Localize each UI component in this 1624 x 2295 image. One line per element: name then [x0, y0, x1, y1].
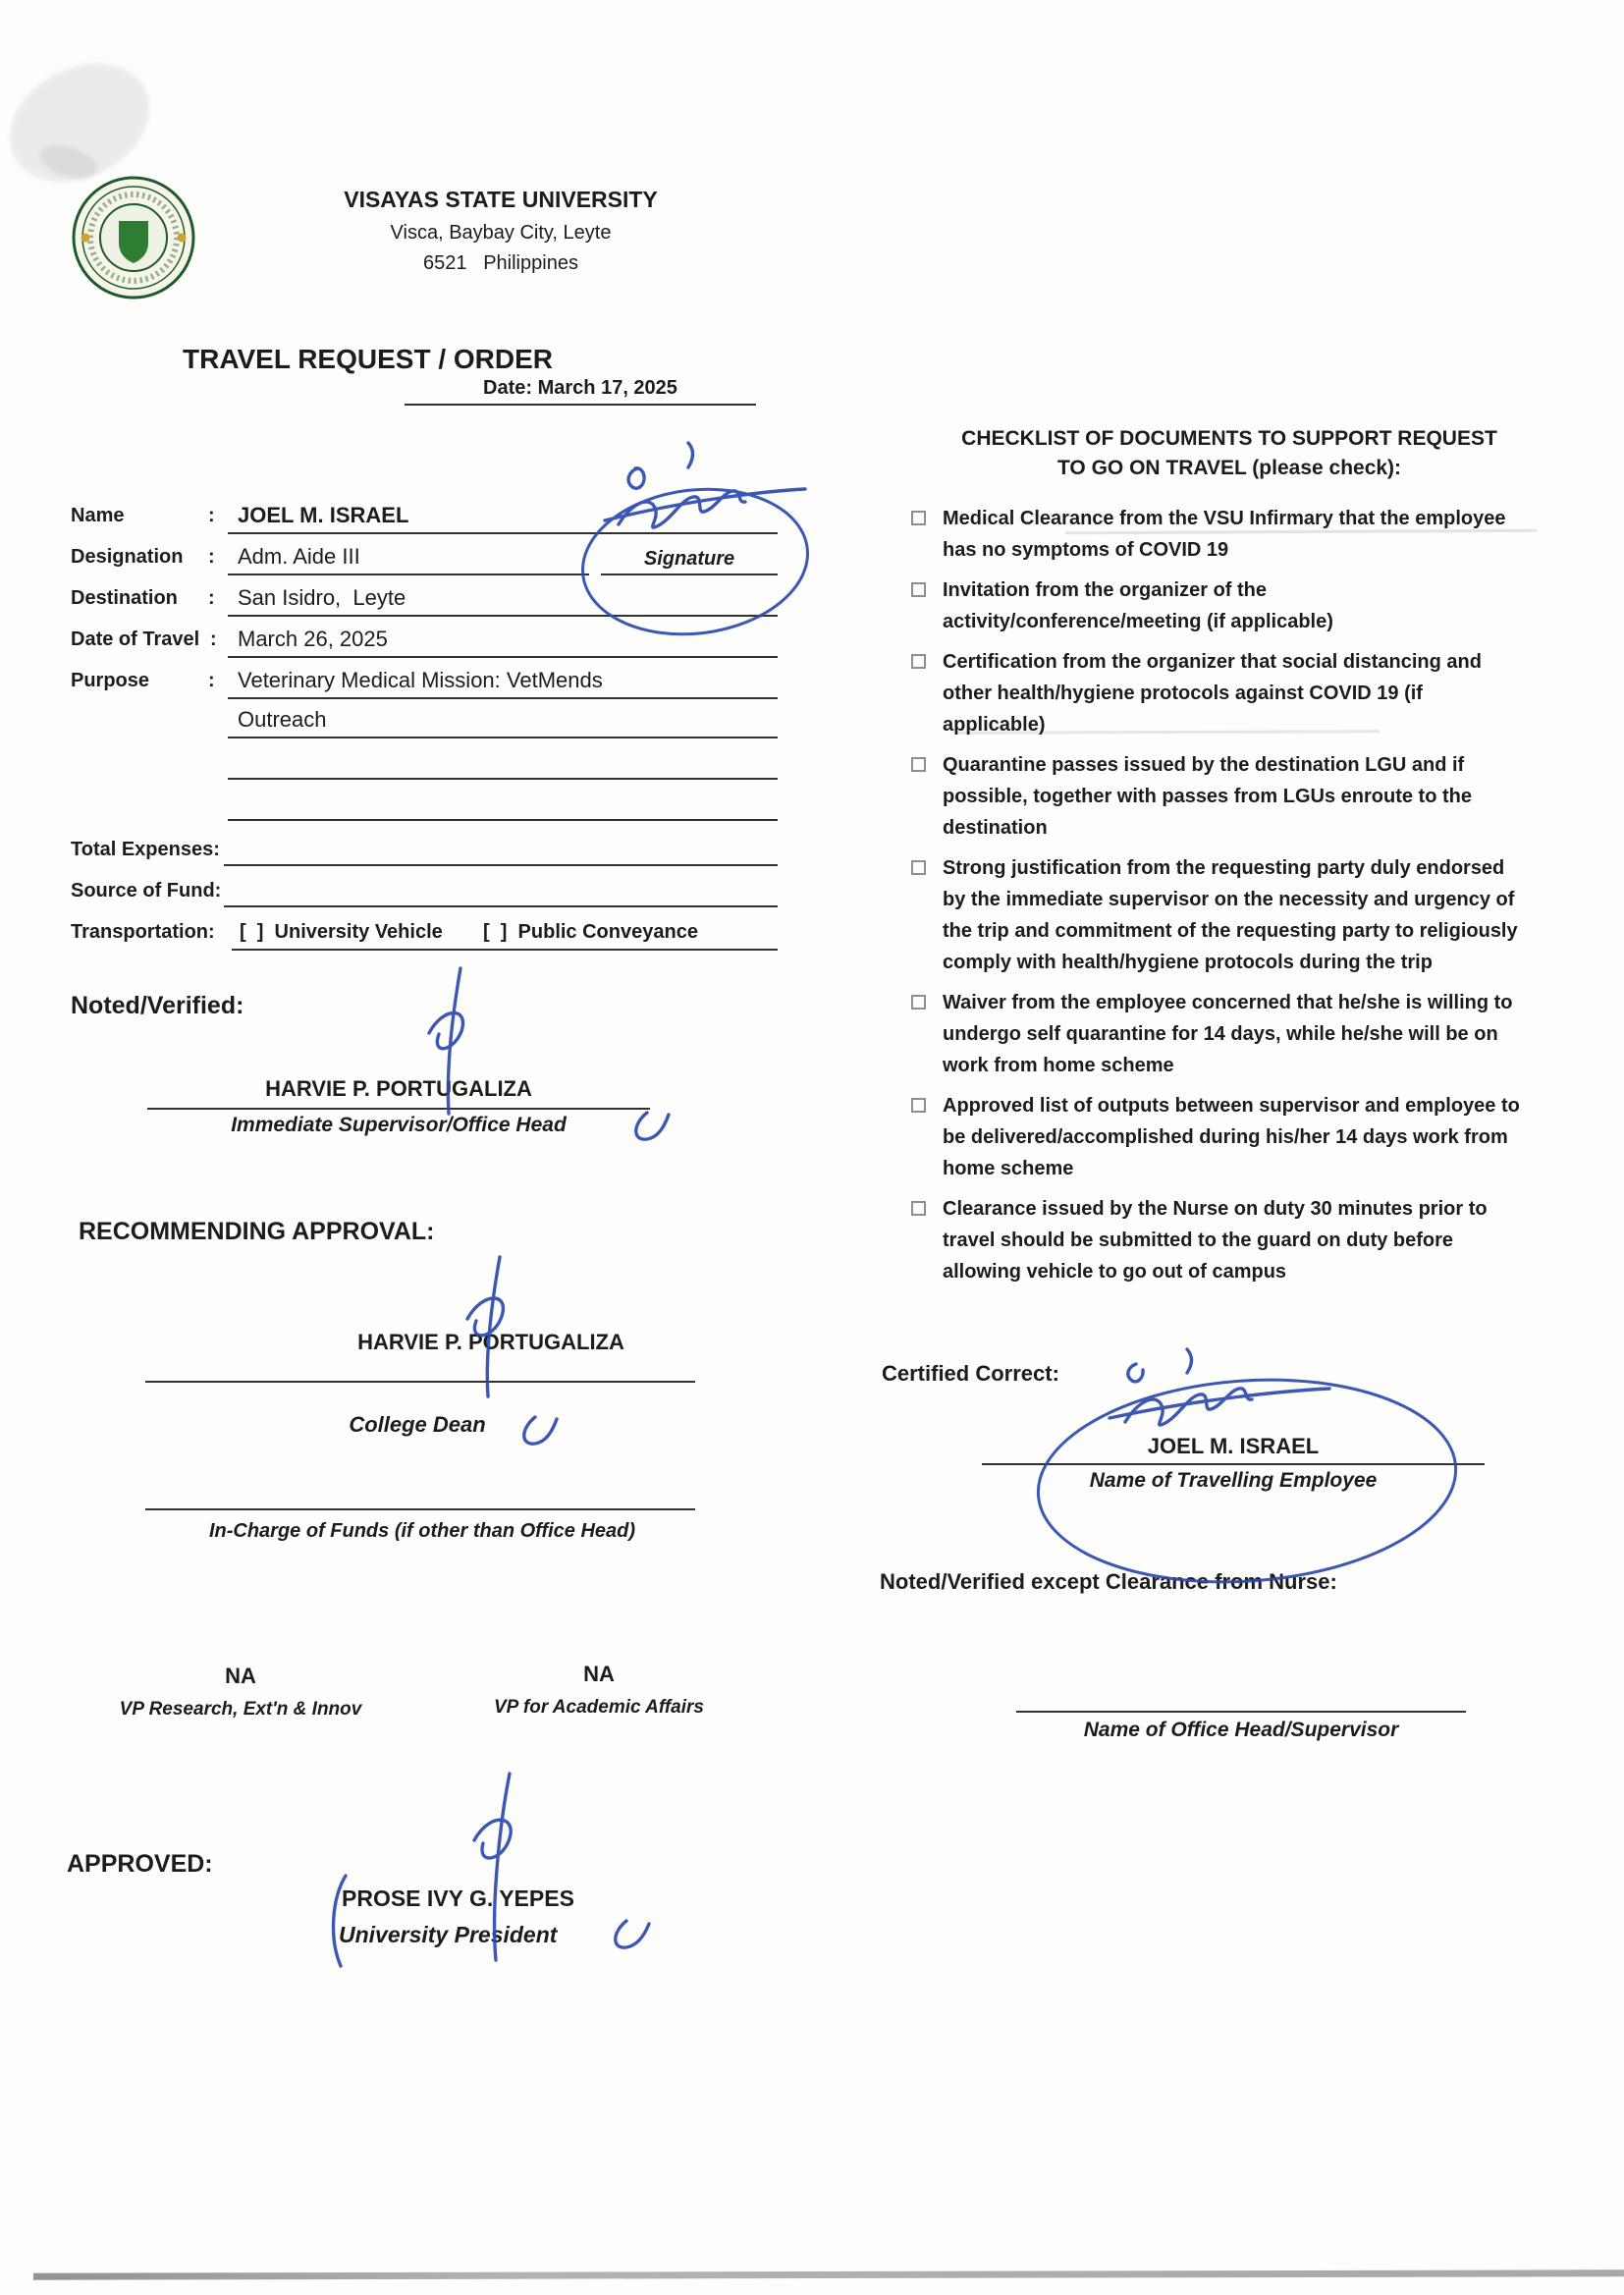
checklist-section [911, 424, 1547, 1296]
checklist-item-text: Quarantine passes issued by the destination LGU and if possible, together with passes from LGUs enroute to the destination [943, 754, 1472, 839]
checklist-item-text: Approved list of outputs between supervisor and employee to be delivered/accomplished during his/her 14 days work from home scheme [943, 1095, 1520, 1179]
checkbox-icon [911, 757, 926, 772]
checklist-item [911, 503, 1547, 566]
designation-label: Designation [71, 546, 184, 568]
supervisor-underline [147, 1108, 650, 1110]
vp-research-value: NA [225, 1664, 256, 1688]
blank-underline-2 [228, 819, 778, 821]
designation-value: Adm. Aide III [238, 544, 360, 569]
travelling-employee-underline [982, 1463, 1485, 1465]
office-head-underline [1016, 1711, 1466, 1713]
checklist-item-text: Waiver from the employee concerned that he/she is willing to undergo self quarantine for 14 days, while he/she will be on work from home scheme [943, 992, 1513, 1076]
letterhead [245, 187, 756, 275]
destination-value: San Isidro, Leyte [238, 585, 406, 610]
destination-underline [228, 615, 778, 617]
office-head-role: Name of Office Head/Supervisor [1083, 1719, 1399, 1741]
checkbox-icon [911, 511, 926, 525]
name-value: JOEL M. ISRAEL [238, 503, 409, 527]
destination-label: Destination [71, 587, 178, 609]
total-expenses-underline [224, 864, 778, 866]
total-expenses-label: Total Expenses: [71, 839, 220, 860]
checklist-item-text: Medical Clearance from the VSU Infirmary that the employee has no symptoms of COVID 19 [943, 508, 1506, 561]
vp-academic-role: VP for Academic Affairs [493, 1697, 704, 1718]
checklist-item [911, 987, 1547, 1081]
checklist-item [911, 1193, 1547, 1287]
checkmark-president [616, 1921, 649, 1947]
university-address: Visca, Baybay City, Leyte [390, 222, 612, 244]
checklist-item-text: Certification from the organizer that social distancing and other health/hygiene protocols against COVID 19 (if applicable) [943, 651, 1482, 736]
designation-underline [228, 574, 589, 575]
transportation-option-university-vehicle: [ ] University Vehicle [240, 921, 443, 943]
checklist-item [911, 852, 1547, 978]
checkbox-icon [911, 1098, 926, 1113]
vp-academic-value: NA [583, 1662, 615, 1686]
checkbox-icon [911, 654, 926, 669]
source-of-fund-underline [224, 905, 778, 907]
name-label: Name [71, 505, 125, 526]
noted-verified-heading: Noted/Verified: [71, 992, 244, 1019]
destination-colon: : [208, 587, 215, 609]
designation-colon: : [208, 546, 215, 568]
blank-underline-1 [228, 778, 778, 780]
purpose-underline-2 [228, 737, 778, 738]
signature-line [601, 574, 778, 575]
purpose-value-line1: Veterinary Medical Mission: VetMends [238, 668, 603, 692]
in-charge-of-funds-role: In-Charge of Funds (if other than Office Head) [208, 1520, 636, 1542]
checkbox-icon [911, 1201, 926, 1216]
date-line: Date: March 17, 2025 [405, 377, 756, 406]
document-title: TRAVEL REQUEST / ORDER [183, 344, 554, 374]
purpose-label: Purpose [71, 670, 150, 691]
checklist-item [911, 646, 1547, 740]
transportation-option-public-conveyance: [ ] Public Conveyance [483, 921, 698, 943]
checkbox-icon [911, 860, 926, 875]
date-of-travel-label: Date of Travel [71, 628, 200, 650]
checklist-item [911, 1090, 1547, 1184]
checkbox-icon [911, 995, 926, 1010]
university-seal-logo [69, 173, 198, 302]
noted-except-heading: Noted/Verified except Clearance from Nurse: [880, 1569, 1337, 1594]
purpose-colon: : [208, 670, 215, 691]
date-of-travel-value: March 26, 2025 [238, 627, 388, 651]
supervisor-name: HARVIE P. PORTUGALIZA [265, 1076, 532, 1101]
recommending-approval-heading: RECOMMENDING APPROVAL: [79, 1218, 435, 1245]
vp-research-role: VP Research, Ext'n & Innov [119, 1699, 362, 1720]
date-of-travel-underline [228, 656, 778, 658]
dean-role: College Dean [349, 1412, 486, 1437]
certified-correct-heading: Certified Correct: [882, 1361, 1059, 1386]
date-of-travel-colon: : [210, 628, 217, 650]
checklist-item [911, 574, 1547, 637]
travelling-employee-name: JOEL M. ISRAEL [1147, 1434, 1320, 1458]
supervisor-role: Immediate Supervisor/Office Head [231, 1114, 567, 1136]
president-name: PROSE IVY G. YEPES [342, 1885, 574, 1911]
dean-name: HARVIE P. PORTUGALIZA [357, 1330, 624, 1354]
funds-underline [145, 1508, 695, 1510]
checklist-heading-line2: TO GO ON TRAVEL (please check): [1056, 457, 1402, 479]
transportation-label: Transportation: [71, 921, 215, 943]
travelling-employee-role: Name of Travelling Employee [1089, 1469, 1378, 1492]
signature-label: Signature [643, 548, 735, 570]
source-of-fund-label: Source of Fund: [71, 880, 222, 902]
dean-underline [145, 1381, 695, 1383]
signature-dean [467, 1257, 503, 1396]
checkbox-icon [911, 582, 926, 597]
approved-heading: APPROVED: [67, 1850, 213, 1878]
checklist-item-text: Invitation from the organizer of the activity/conference/meeting (if applicable) [943, 579, 1333, 632]
university-postal: 6521 Philippines [423, 252, 578, 274]
scan-bottom-edge [33, 2269, 1624, 2279]
checklist-item [911, 749, 1547, 844]
checklist-heading-line1: CHECKLIST OF DOCUMENTS TO SUPPORT REQUEST [961, 427, 1497, 450]
name-underline [228, 532, 778, 534]
name-colon: : [208, 505, 215, 526]
checklist-item-text: Clearance issued by the Nurse on duty 30 minutes prior to travel should be submitted to the guard on duty before allowing vehicle to go out of campus [943, 1198, 1488, 1283]
checklist-item-text: Strong justification from the requesting party duly endorsed by the immediate supervisor on the necessity and urgency of the trip and commitment of the requesting party to religiously comply with health/hygiene protocols during the trip [943, 857, 1518, 973]
checklist-items [911, 503, 1547, 1287]
university-name: VISAYAS STATE UNIVERSITY [344, 187, 658, 212]
president-role: University President [339, 1922, 558, 1947]
purpose-underline-1 [228, 697, 778, 699]
transportation-underline [232, 949, 778, 951]
purpose-value-line2: Outreach [238, 707, 327, 732]
